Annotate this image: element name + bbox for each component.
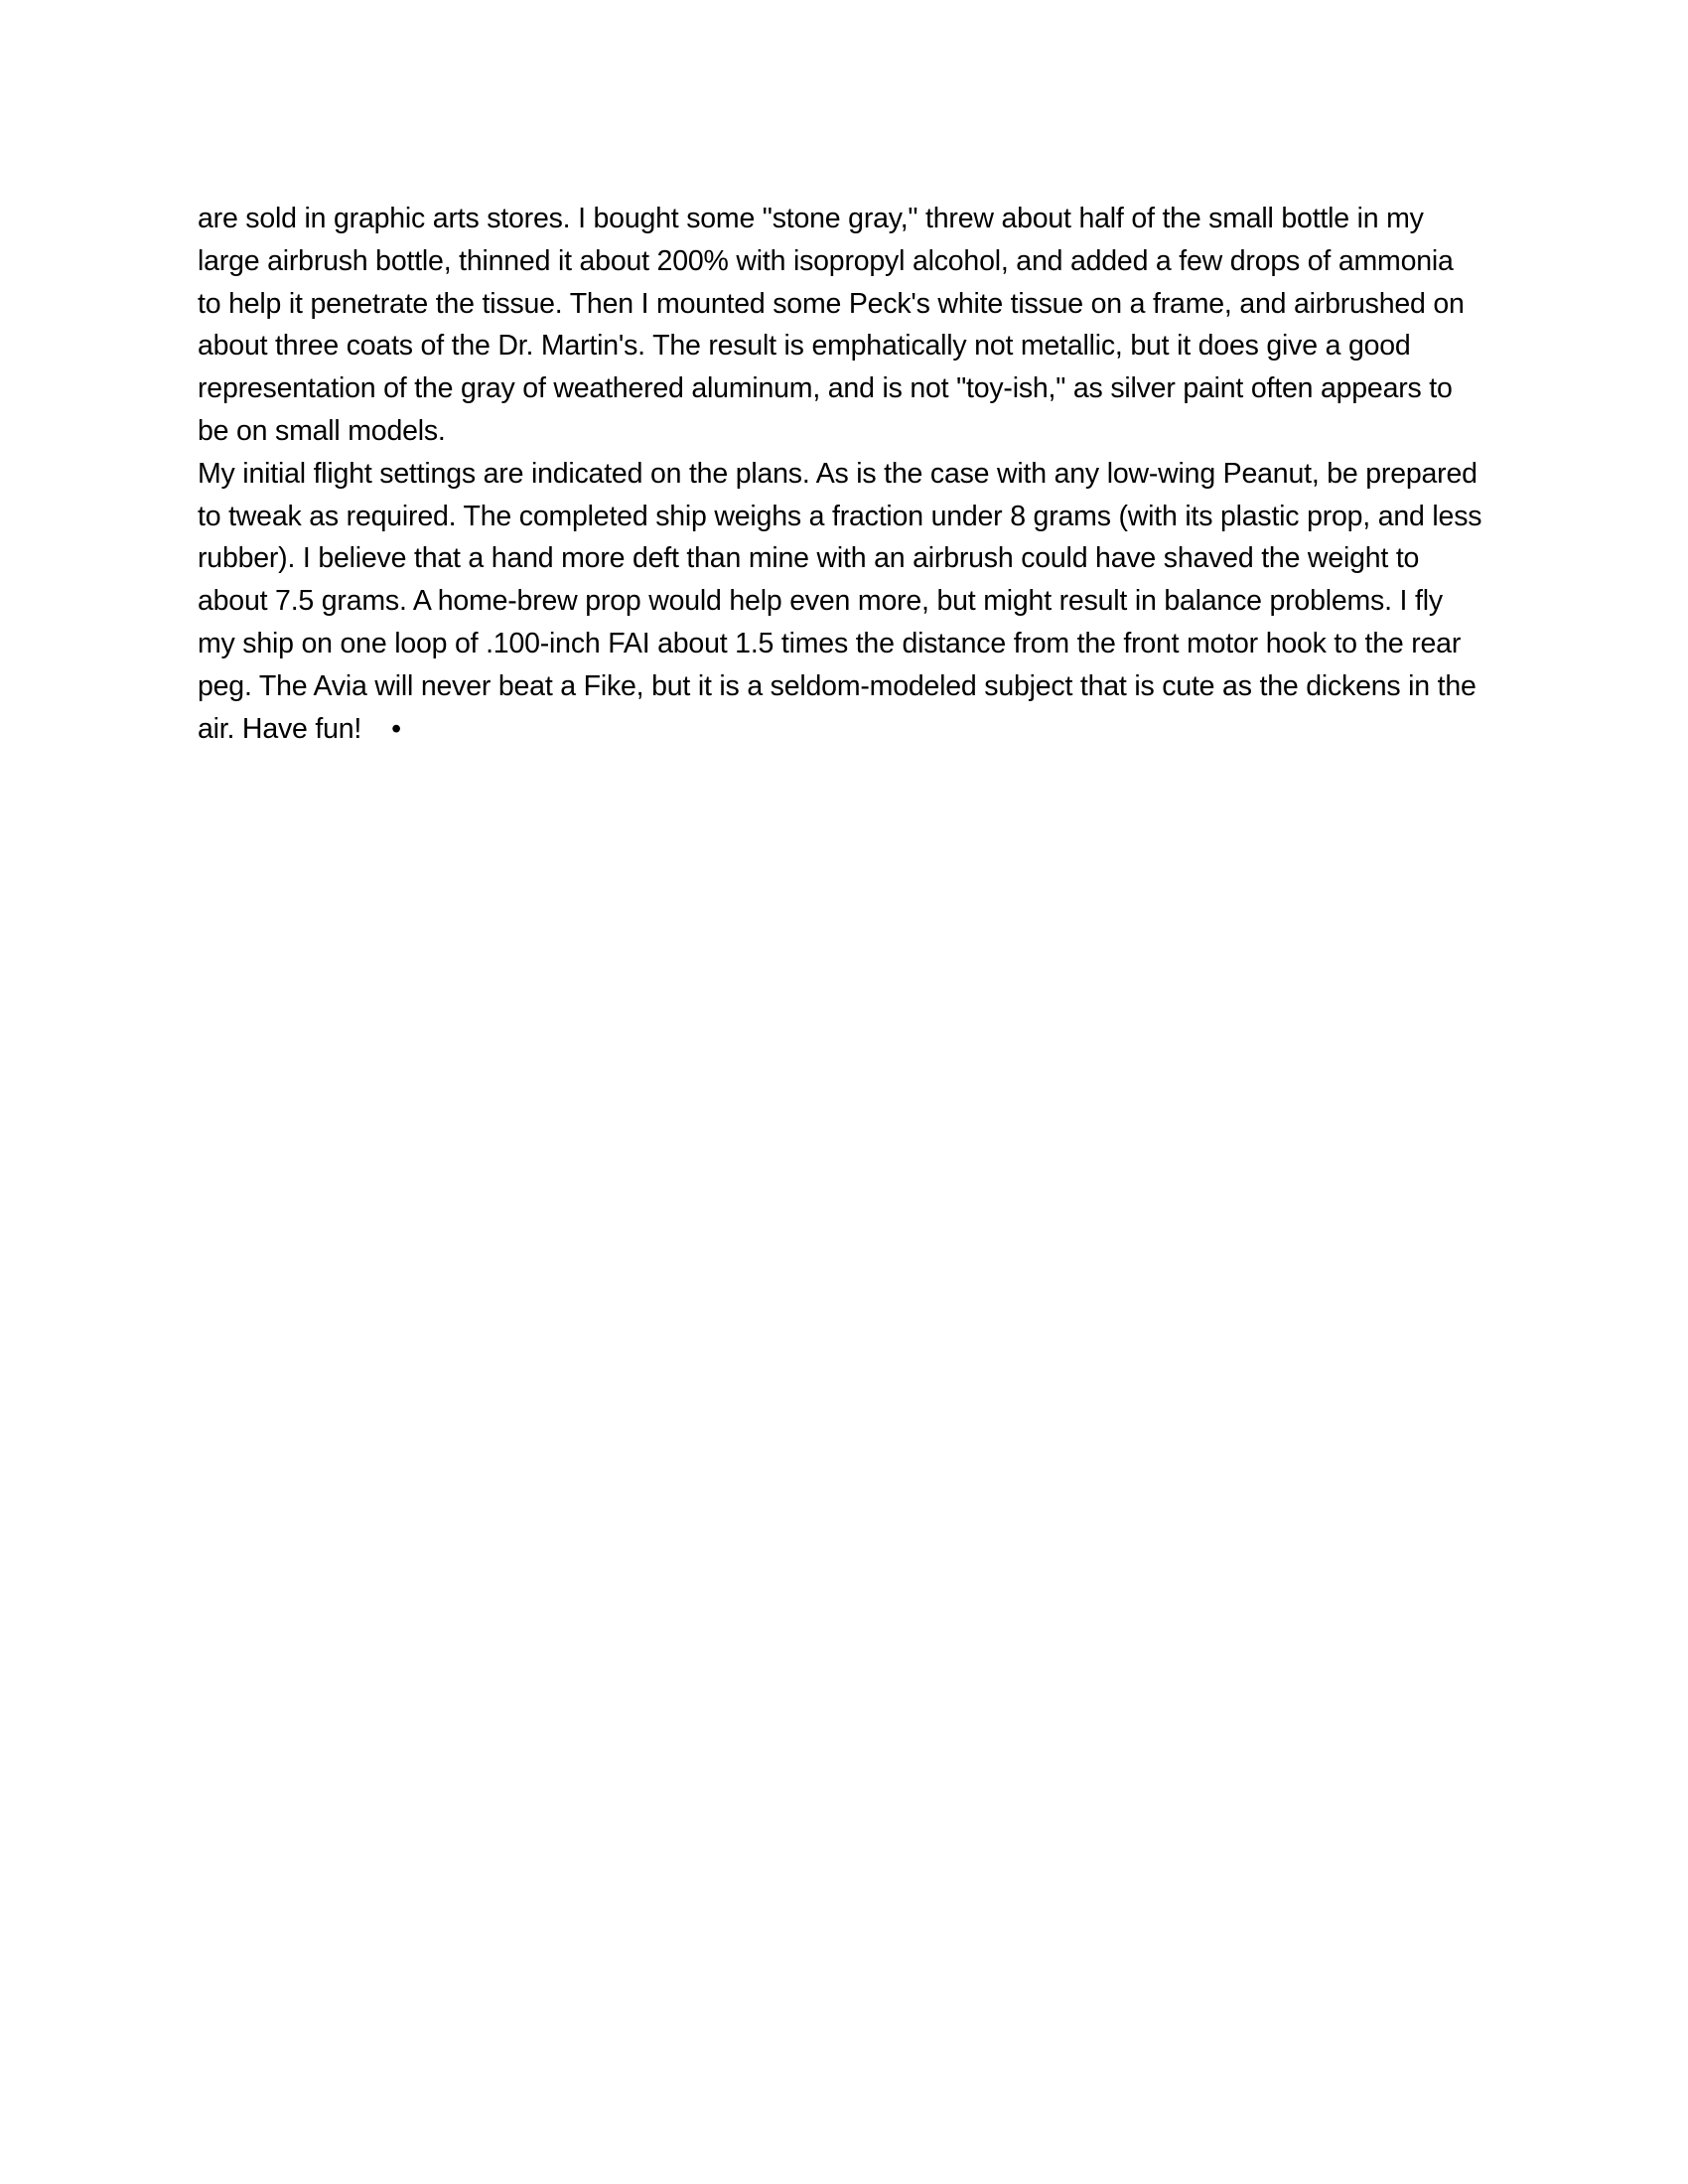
text-line-4: about three coats of the Dr. Martin's. The result is emphatically not metallic, but it does give a good: [198, 330, 1411, 363]
text-line-2: large airbrush bottle, thinned it about 200% with isopropyl alcohol, and added a few drops of ammonia: [198, 244, 1454, 277]
end-mark-bullet: •: [391, 712, 401, 745]
body-text: [198, 198, 1488, 750]
closing-text: air. Have fun!: [198, 712, 362, 745]
text-line-13: [198, 708, 1488, 751]
text-line-12: peg. The Avia will never beat a Fike, but it is a seldom-modeled subject that is cute as the dickens in the: [198, 669, 1477, 702]
text-line-5: representation of the gray of weathered aluminum, and is not "toy-ish," as silver paint often appears to: [198, 372, 1453, 405]
text-line-10: about 7.5 grams. A home-brew prop would help even more, but might result in balance problems. I fly: [198, 585, 1443, 618]
text-line-1: are sold in graphic arts stores. I bought some "stone gray," threw about half of the small bottle in my: [198, 203, 1424, 234]
text-line-11: my ship on one loop of .100-inch FAI about 1.5 times the distance from the front motor hook to the rear: [198, 627, 1462, 659]
text-line-7: My initial flight settings are indicated on the plans. As is the case with any low-wing Peanut, be prepared: [198, 457, 1477, 490]
text-line-3: to help it penetrate the tissue. Then I mounted some Peck's white tissue on a frame, and airbrushed on: [198, 287, 1465, 320]
text-line-9: rubber). I believe that a hand more deft than mine with an airbrush could have shaved the weight to: [198, 542, 1420, 575]
text-line-8: to tweak as required. The completed ship weighs a fraction under 8 grams (with its plastic prop, and less: [198, 500, 1482, 532]
text-line-6: be on small models.: [198, 414, 446, 447]
